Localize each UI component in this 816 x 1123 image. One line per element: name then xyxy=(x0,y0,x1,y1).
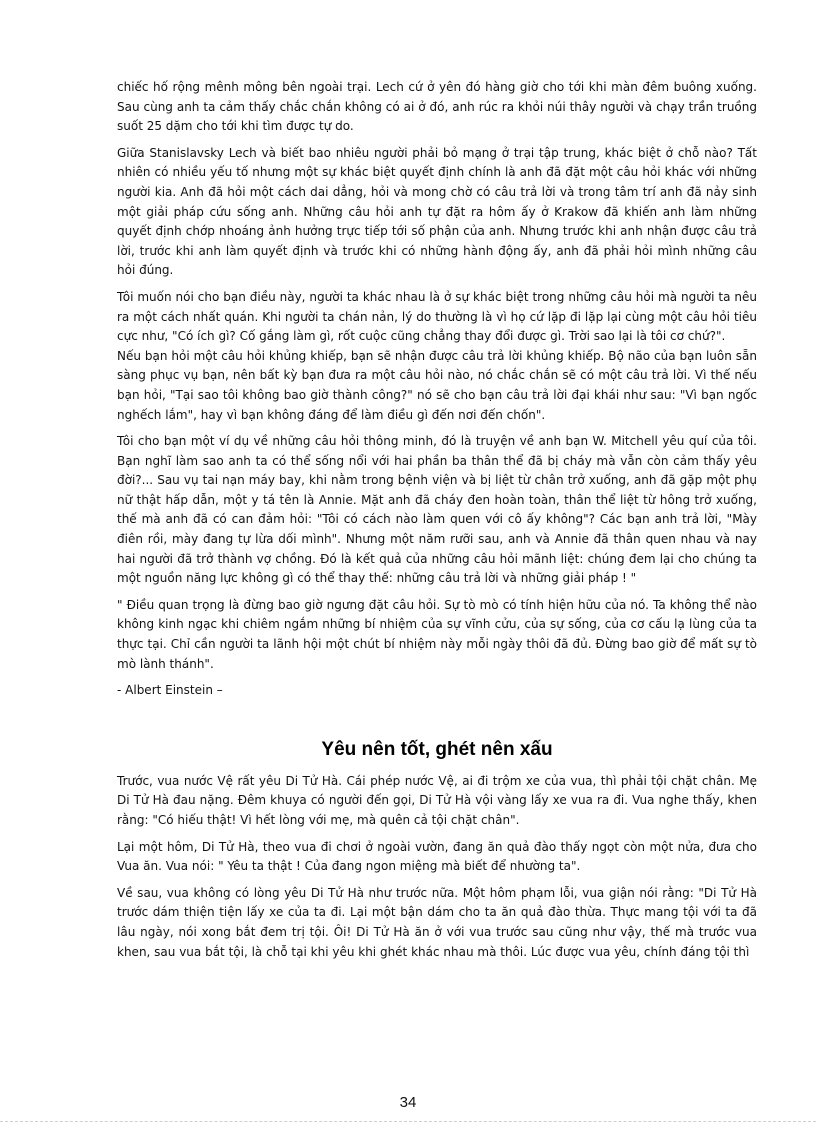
intro-paragraph-1: chiếc hố rộng mênh mông bên ngoài trại. Lech cứ ở yên đó hàng giờ cho tới khi màn đêm buông xuống. Sau cùng anh ta cảm thấy chắc chắn không có ai ở đó, anh rúc ra khỏi núi thây người và chạy trần truồng suốt 25 dặm cho tới khi tìm được tự do. xyxy=(117,80,757,134)
section-paragraph-3: Về sau, vua không có lòng yêu Di Tử Hà như trước nữa. Một hôm phạm lỗi, vua giận nói rằng: "Di Tử Hà trước dám thiện tiện lấy xe của ta đi. Lại một bận dám cho ta ăn quả đào thừa. Thực mang tội với ta đã lâu ngày, nói xong bắt đem trị tội. Ôi! Di Tử Hà ăn ở với vua trước sau cũng như vậy, thế mà trước vua khen, sau vua bắt tội, là chỗ tại khi yêu khi ghét khác nhau mà thôi. Lúc được vua yêu, chính đáng tội thì xyxy=(117,885,757,959)
section-title: Yêu nên tốt, ghét nên xấu xyxy=(321,738,553,760)
intro-paragraph-5: Tôi cho bạn một ví dụ về những câu hỏi thông minh, đó là truyện về anh bạn W. Mitchell yêu quí của tôi. Bạn nghĩ làm sao anh ta có thể sống nổi với hai phần ba thân thể đã bị cháy mà vẫn còn cảm thấy yêu đời?... Sau vụ tai nạn máy bay, khi nằm trong bệnh viện và bị liệt từ chân trở xuống, anh đã gặp một phụ nữ thật hấp dẫn, một y tá tên là Annie. Mặt anh đã cháy đen hoàn toàn, thân thể liệt từ hông trở xuống, thế mà anh đã có can đảm hỏi: "Tôi có cách nào làm quen với cô ấy không"? Các bạn anh trả lời, "Mày điên rồi, mày đang tự lừa dối mình". Nhưng một năm rưỡi sau, anh và Annie đã thân quen nhau và nay hai người đã trở thành vợ chồng. Đó là kết quả của những câu hỏi mãnh liệt: chúng đem lại cho chúng ta một nguồn năng lực không gì có thể thay thế: những câu trả lời và những giải pháp ! " xyxy=(117,434,757,586)
quote-attribution: - Albert Einstein – xyxy=(117,683,223,698)
intro-paragraph-2: Giữa Stanislavsky Lech và biết bao nhiêu người phải bỏ mạng ở trại tập trung, khác biệt ở chỗ nào? Tất nhiên có nhiều yếu tố nhưng một sự khác biệt quyết định chính là anh đã đặt một câu hỏi khác với những người kia. Anh đã hỏi một cách dai dẳng, hỏi và mong chờ có câu trả lời và trong tâm trí anh đã nảy sinh một giải pháp cứu sống anh. Những câu hỏi anh tự đặt ra hôm ấy ở Krakow đã khiến anh làm những quyết định chớp nhoáng ảnh hưởng trực tiếp tới số phận của anh. Nhưng trước khi anh nhận được câu trả lời, trước khi anh làm quyết định và trước khi có những hành động ấy, anh đã phải hỏi mình những câu hỏi đúng. xyxy=(117,145,757,278)
section-paragraph-1: Trước, vua nước Vệ rất yêu Di Tử Hà. Cái phép nước Vệ, ai đi trộm xe của vua, thì phải tội chặt chân. Mẹ Di Tử Hà đau nặng. Đêm khuya có người đến gọi, Di Tử Hà vội vàng lấy xe vua ra đi. Vua nghe thấy, khen rằng: "Có hiếu thật! Vì hết lòng với mẹ, mà quên cả tội chặt chân". xyxy=(117,773,757,827)
page-number: 34 xyxy=(399,1094,417,1111)
intro-paragraph-3: Tôi muốn nói cho bạn điều này, người ta khác nhau là ở sự khác biệt trong những câu hỏi mà người ta nêu ra một cách nhất quán. Khi người ta chán nản, lý do thường là vì họ cứ lặp đi lặp lại cùng một câu hỏi tiêu cực như, "Có ích gì? Cố gắng làm gì, rốt cuộc cũng chẳng thay đổi được gì. Trời sao lại là tôi cơ chứ?". xyxy=(117,289,757,344)
section-paragraph-2: Lại một hôm, Di Tử Hà, theo vua đi chơi ở ngoài vườn, đang ăn quả đào thấy ngọt còn một nửa, đưa cho Vua ăn. Vua nói: " Yêu ta thật ! Của đang ngon miệng mà biết để nhường ta". xyxy=(117,839,757,874)
page-bottom-divider xyxy=(0,1121,816,1122)
intro-paragraph-4: Nếu bạn hỏi một câu hỏi khủng khiếp, bạn sẽ nhận được câu trả lời khủng khiếp. Bộ não của bạn luôn sẵn sàng phục vụ bạn, nên bất kỳ bạn đưa ra một câu hỏi nào, nó chắc chắn sẽ có một câu trả lời. Vì thế nếu bạn hỏi, "Tại sao tôi không bao giờ thành công?" nó sẽ cho bạn câu trả lời đại khái như sau: "Vì bạn ngốc nghếch lắm", hay vì bạn không đáng để làm điều gì đến nơi đến chốn". xyxy=(117,348,757,422)
page-body xyxy=(117,78,757,969)
einstein-quote: " Điều quan trọng là đừng bao giờ ngưng đặt câu hỏi. Sự tò mò có tính hiện hữu của nó. Ta không thể nào không kinh ngạc khi chiêm ngắm những bí nhiệm của sự vĩnh cửu, của sự sống, của cơ cấu lạ lùng của ta thực tại. Chỉ cần người ta lãnh hội một chút bí nhiệm này mỗi ngày thôi đã đủ. Đừng bao giờ để mất sự tò mò lành thánh". xyxy=(117,597,757,671)
